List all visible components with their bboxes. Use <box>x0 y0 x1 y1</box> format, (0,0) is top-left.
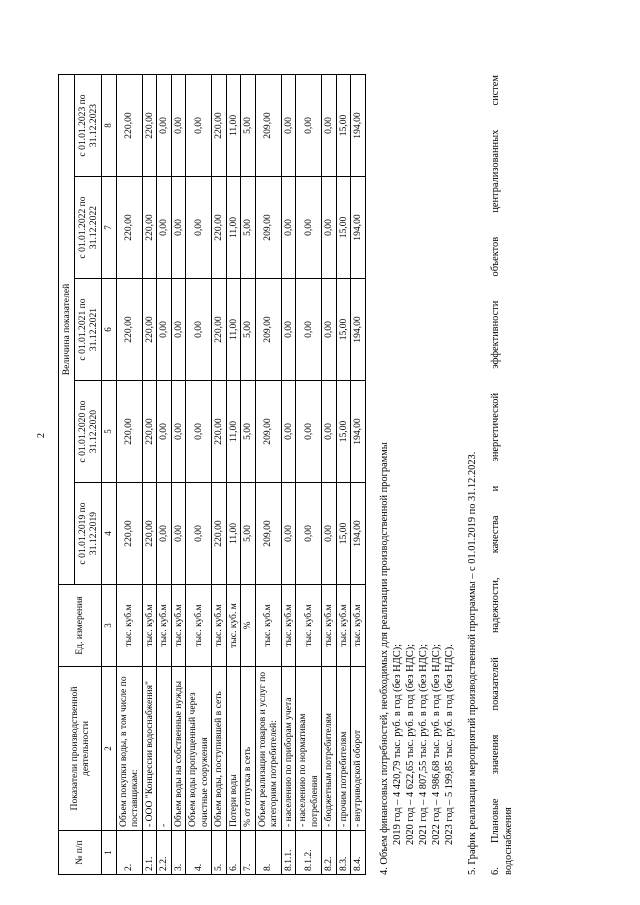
row-number: 2.1. <box>142 831 157 875</box>
row-number: 4. <box>186 831 212 875</box>
row-value: 220,00 <box>116 381 142 483</box>
row-value: 5,00 <box>241 381 256 483</box>
row-value: 0,00 <box>281 279 296 381</box>
header-period: с 01.01.2021 по 31.12.2021 <box>75 279 102 381</box>
row-indicator-name: % от отпуска в сеть <box>241 667 256 831</box>
row-indicator-name: - населению по нормативам потребления <box>296 667 322 831</box>
column-index: 1 <box>102 831 117 875</box>
row-number: 8.4. <box>351 831 366 875</box>
header-num: № п/п <box>59 831 102 875</box>
row-number: 6. <box>226 831 241 875</box>
row-value: 0,00 <box>281 381 296 483</box>
row-value: 220,00 <box>116 279 142 381</box>
column-index: 4 <box>102 483 117 585</box>
row-value: 0,00 <box>296 74 322 176</box>
row-value: 0,00 <box>322 74 337 176</box>
header-period: с 01.01.2023 по 31.12.2023 <box>75 74 102 176</box>
header-unit: Ед. измерения <box>59 585 102 667</box>
row-value: 11,00 <box>226 74 241 176</box>
row-value: 220,00 <box>116 74 142 176</box>
row-value: 220,00 <box>116 483 142 585</box>
row-value: 5,00 <box>241 74 256 176</box>
table-row <box>186 74 212 874</box>
planned-indicators-paragraph-cont: водоснабжения <box>502 807 514 875</box>
row-value: 11,00 <box>226 177 241 279</box>
row-indicator-name: Объем воды пропущенный через очистные сооружения <box>186 667 212 831</box>
table-row <box>226 74 241 874</box>
row-value: 15,00 <box>336 279 351 381</box>
row-value: 0,00 <box>157 74 172 176</box>
row-value: 0,00 <box>186 483 212 585</box>
row-value: 0,00 <box>171 381 186 483</box>
table-row <box>142 74 157 874</box>
row-unit: тыс. куб.м <box>281 585 296 667</box>
row-value: 0,00 <box>186 177 212 279</box>
row-number: 8.3. <box>336 831 351 875</box>
row-number: 2.2. <box>157 831 172 875</box>
row-value: 0,00 <box>281 483 296 585</box>
row-unit: тыс. куб.м <box>336 585 351 667</box>
row-unit: % <box>241 585 256 667</box>
row-value: 0,00 <box>296 381 322 483</box>
row-value: 194,00 <box>351 177 366 279</box>
row-unit: тыс. куб.м <box>116 585 142 667</box>
row-number: 5. <box>212 831 227 875</box>
table-row <box>255 74 281 874</box>
row-number: 8.2. <box>322 831 337 875</box>
table-row <box>116 74 142 874</box>
financial-year-item: 2020 год – 4 622,65 тыс. руб. в год (без НДС); <box>404 643 416 845</box>
row-value: 0,00 <box>296 177 322 279</box>
financial-year-item: 2023 год – 5 199,85 тыс. руб. в год (без НДС). <box>443 644 455 845</box>
row-value: 0,00 <box>171 74 186 176</box>
table-row <box>351 74 366 874</box>
column-index: 6 <box>102 279 117 381</box>
row-indicator-name: - населению по приборам учета <box>281 667 296 831</box>
row-indicator-name: - бюджетным потребителям <box>322 667 337 831</box>
row-value: 0,00 <box>157 381 172 483</box>
row-value: 15,00 <box>336 483 351 585</box>
row-unit: тыс. куб.м <box>255 585 281 667</box>
row-value: 209,00 <box>255 381 281 483</box>
header-values-group: Величина показателей <box>59 74 75 584</box>
page-number: 2 <box>36 433 47 438</box>
row-number: 2. <box>116 831 142 875</box>
row-unit: тыс. куб.м <box>157 585 172 667</box>
row-value: 11,00 <box>226 483 241 585</box>
row-indicator-name: Объем реализации товаров и услуг по категориям потребителей: <box>255 667 281 831</box>
row-unit: тыс. куб.м <box>171 585 186 667</box>
row-value: 0,00 <box>157 177 172 279</box>
row-value: 0,00 <box>322 279 337 381</box>
row-value: 220,00 <box>142 483 157 585</box>
header-period: с 01.01.2020 по 31.12.2020 <box>75 381 102 483</box>
row-value: 220,00 <box>142 177 157 279</box>
financial-year-item: 2022 год – 4 986,68 тыс. руб. в год (без НДС); <box>430 643 442 845</box>
table-row <box>336 74 351 874</box>
row-value: 209,00 <box>255 177 281 279</box>
row-indicator-name: Объем покупки воды, в том числе по поставщикам: <box>116 667 142 831</box>
row-value: 0,00 <box>186 279 212 381</box>
row-unit: тыс. куб. м <box>226 585 241 667</box>
row-unit: тыс. куб.м <box>351 585 366 667</box>
row-value: 220,00 <box>142 381 157 483</box>
row-value: 0,00 <box>322 177 337 279</box>
header-indicator: Показатели производственной деятельности <box>59 667 102 831</box>
rotated-page-content <box>58 75 598 875</box>
row-value: 220,00 <box>212 483 227 585</box>
column-index: 2 <box>102 667 117 831</box>
row-value: 0,00 <box>157 483 172 585</box>
table-row <box>281 74 296 874</box>
row-value: 0,00 <box>171 177 186 279</box>
row-indicator-name: Объем воды, поступившей в сеть <box>212 667 227 831</box>
row-unit: тыс. куб.м <box>186 585 212 667</box>
row-value: 220,00 <box>212 381 227 483</box>
row-value: 194,00 <box>351 279 366 381</box>
table-row <box>212 74 227 874</box>
row-value: 220,00 <box>142 279 157 381</box>
row-value: 194,00 <box>351 483 366 585</box>
row-number: 8. <box>255 831 281 875</box>
row-unit: тыс. куб.м <box>296 585 322 667</box>
row-indicator-name: Потери воды <box>226 667 241 831</box>
row-value: 5,00 <box>241 177 256 279</box>
row-value: 15,00 <box>336 381 351 483</box>
row-value: 220,00 <box>212 177 227 279</box>
row-indicator-name: - ООО "Концессии водоснабжения" <box>142 667 157 831</box>
row-value: 209,00 <box>255 74 281 176</box>
row-number: 3. <box>171 831 186 875</box>
row-value: 11,00 <box>226 279 241 381</box>
row-value: 0,00 <box>296 279 322 381</box>
row-value: 220,00 <box>212 74 227 176</box>
row-value: 194,00 <box>351 74 366 176</box>
row-value: 0,00 <box>186 381 212 483</box>
row-value: 0,00 <box>157 279 172 381</box>
row-indicator-name: Объем воды на собственные нужды <box>171 667 186 831</box>
row-value: 5,00 <box>241 279 256 381</box>
table-row <box>171 74 186 874</box>
row-value: 209,00 <box>255 279 281 381</box>
row-indicator-name: - внутриводской оборот <box>351 667 366 831</box>
row-value: 0,00 <box>281 177 296 279</box>
row-value: 0,00 <box>322 381 337 483</box>
row-value: 15,00 <box>336 177 351 279</box>
column-index: 7 <box>102 177 117 279</box>
table-body <box>116 74 365 874</box>
row-indicator-name: - <box>157 667 172 831</box>
row-value: 194,00 <box>351 381 366 483</box>
header-period: с 01.01.2022 по 31.12.2022 <box>75 177 102 279</box>
row-value: 0,00 <box>281 74 296 176</box>
financial-needs-heading: 4. Объем финансовых потребностей, необходимых для реализации производственной программы <box>378 442 390 875</box>
column-index: 3 <box>102 585 117 667</box>
row-number: 8.1.2. <box>296 831 322 875</box>
row-value: 220,00 <box>212 279 227 381</box>
schedule-paragraph: 5. График реализации мероприятий производственной программы – с 01.01.2019 по 31.12.2023. <box>466 451 478 875</box>
row-value: 220,00 <box>116 177 142 279</box>
row-value: 15,00 <box>336 74 351 176</box>
row-value: 0,00 <box>322 483 337 585</box>
row-number: 8.1.1. <box>281 831 296 875</box>
row-value: 0,00 <box>296 483 322 585</box>
notes-section <box>378 75 515 875</box>
production-indicators-table <box>58 74 366 875</box>
column-index: 5 <box>102 381 117 483</box>
financial-year-item: 2021 год – 4 807,55 тыс. руб. в год (без НДС); <box>417 643 429 845</box>
header-period: с 01.01.2019 по 31.12.2019 <box>75 483 102 585</box>
row-unit: тыс. куб.м <box>212 585 227 667</box>
table-row <box>241 74 256 874</box>
row-unit: тыс. куб.м <box>322 585 337 667</box>
column-index: 8 <box>102 74 117 176</box>
row-value: 0,00 <box>171 483 186 585</box>
row-value: 220,00 <box>142 74 157 176</box>
table-row <box>322 74 337 874</box>
row-number: 7. <box>241 831 256 875</box>
table-row <box>157 74 172 874</box>
row-value: 209,00 <box>255 483 281 585</box>
financial-year-item: 2019 год – 4 420,79 тыс. руб. в год (без НДС); <box>391 643 403 845</box>
planned-indicators-paragraph: 6. Плановые значения показателей надежности, качества и энергетической эффективности объектов централизованных систем <box>489 75 501 875</box>
row-unit: тыс. куб.м <box>142 585 157 667</box>
row-value: 0,00 <box>171 279 186 381</box>
row-value: 0,00 <box>186 74 212 176</box>
row-value: 11,00 <box>226 381 241 483</box>
row-indicator-name: - прочим потребителям <box>336 667 351 831</box>
table-row <box>296 74 322 874</box>
row-value: 5,00 <box>241 483 256 585</box>
